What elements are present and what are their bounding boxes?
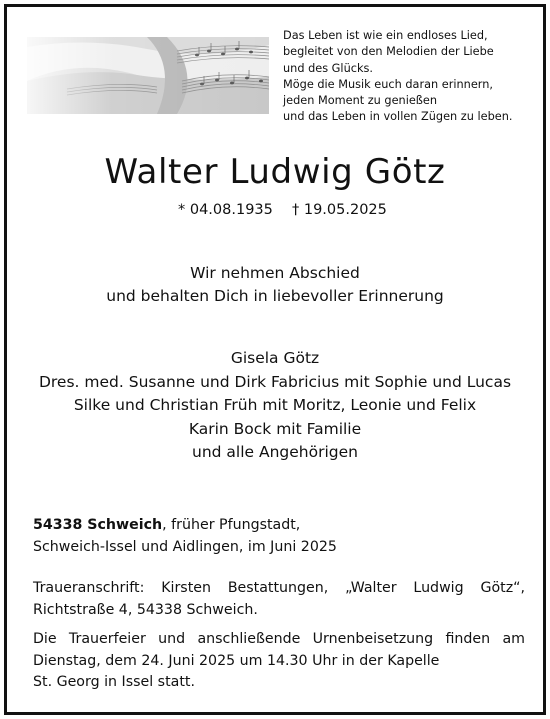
poem-line: und des Glücks.: [283, 61, 373, 75]
mourning-address: [33, 578, 525, 621]
mourner-line: Silke und Christian Früh mit Moritz, Leonie und Felix: [73, 396, 477, 414]
place-city: 54338 Schweich: [33, 517, 163, 533]
mourner-line: Karin Bock mit Familie: [188, 419, 362, 438]
ceremony-line: St. Georg in Issel statt.: [33, 674, 195, 690]
mourner-line: und alle Angehörigen: [192, 443, 358, 461]
farewell-line: Wir nehmen Abschied: [190, 264, 360, 282]
place-line: [33, 515, 533, 537]
farewell-text: [7, 262, 543, 308]
place-line: Schweich-Issel und Aidlingen, im Juni 2025: [33, 538, 337, 555]
obituary-notice: [4, 4, 546, 715]
ceremony-line: Die Trauerfeier und anschließende Urnenbeisetzung finden am: [33, 631, 525, 647]
poem-line: Möge die Musik euch daran erinnern,: [283, 77, 493, 91]
poem-line: begleitet von den Melodien der Liebe: [283, 45, 494, 59]
address-line: Traueranschrift: Kirsten Bestattungen, „Walter Ludwig Götz“,: [33, 580, 525, 596]
sheet-music-image: [27, 37, 269, 114]
poem-line: Das Leben ist wie ein endloses Lied,: [283, 29, 488, 42]
mourners-list: [7, 347, 543, 465]
poem: [283, 28, 538, 126]
place-former: , früher Pfungstadt,: [162, 517, 301, 533]
farewell-line: und behalten Dich in liebevoller Erinnerung: [106, 287, 444, 305]
ceremony-line: Dienstag, dem 24. Juni 2025 um 14.30 Uhr in der Kapelle: [33, 652, 440, 669]
poem-line: jeden Moment zu genießen: [283, 94, 438, 108]
place-and-date: [33, 515, 533, 558]
address-line: Richtstraße 4, 54338 Schweich.: [33, 601, 258, 618]
mourner-line: Gisela Götz: [230, 349, 320, 367]
mourner-line: Dres. med. Susanne und Dirk Fabricius mit Sophie und Lucas: [38, 372, 512, 391]
deceased-name: Walter Ludwig Götz: [104, 152, 446, 192]
death-date: † 19.05.2025: [292, 202, 387, 218]
birth-date: * 04.08.1935: [178, 202, 273, 218]
poem-line: und das Leben in vollen Zügen zu leben.: [283, 110, 513, 124]
ceremony-info: [33, 629, 525, 694]
